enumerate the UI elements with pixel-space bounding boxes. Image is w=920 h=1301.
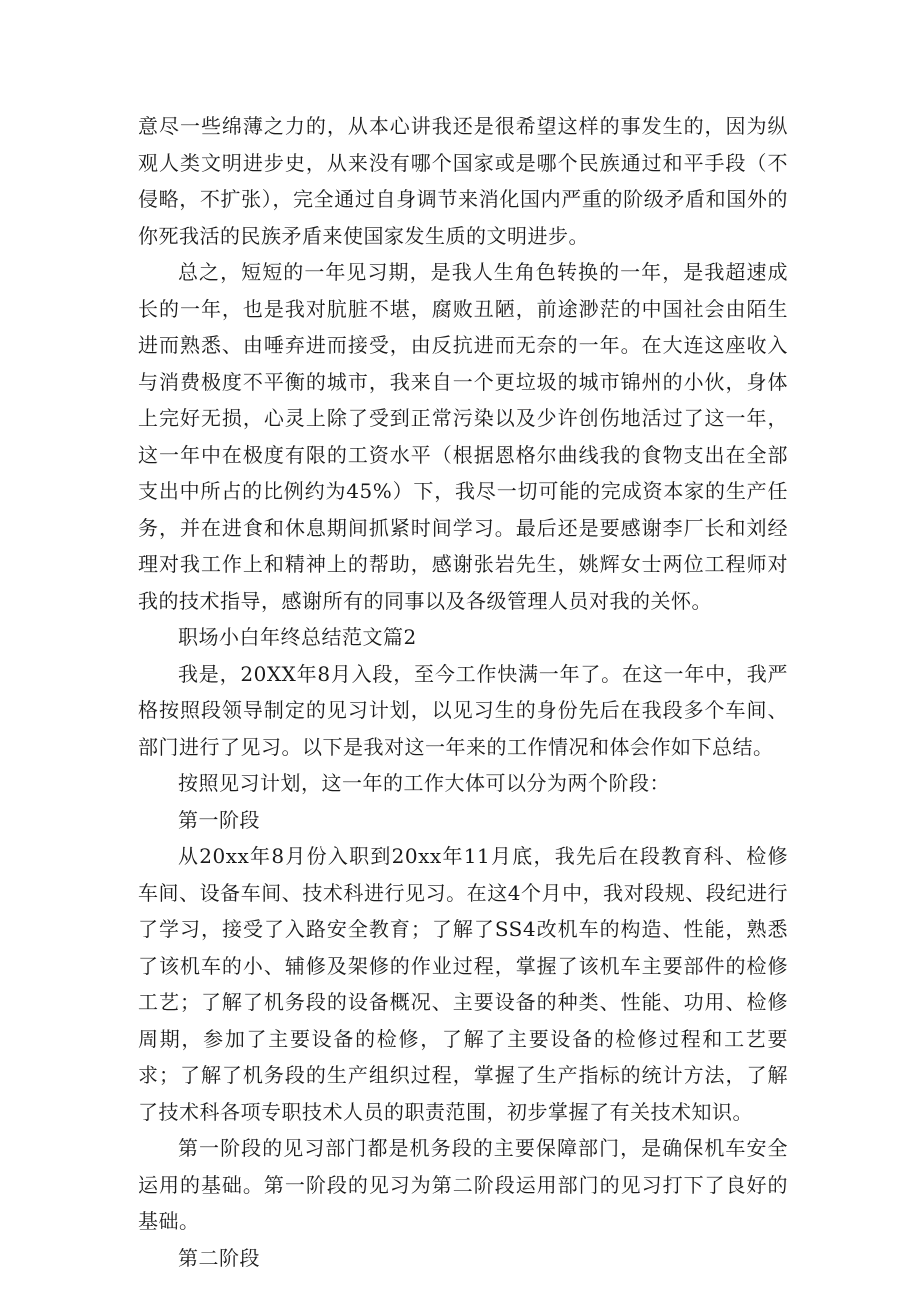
section-title: 职场小白年终总结范文篇2: [178, 625, 417, 649]
heading-stage-one: 第一阶段: [178, 807, 260, 832]
paragraph-intro: 我是，20XX年8月入段，至今工作快满一年了。在这一年中，我严格按照段领导制定的见习计划，以见习生的身份先后在我段多个车间、部门进行了见习。以下是我对这一年来的工作情况和体会作如下总结。: [138, 661, 788, 759]
paragraph-stage-one-summary: 第一阶段的见习部门都是机务段的主要保障部门，是确保机车安全运用的基础。第一阶段的见习为第二阶段运用部门的见习打下了良好的基础。: [138, 1136, 788, 1233]
document-body: [138, 108, 788, 1276]
heading-stage-two: 第二阶段: [178, 1245, 260, 1270]
paragraph-plan: 按照见习计划，这一年的工作大体可以分为两个阶段：: [178, 771, 670, 795]
paragraph-summary: 总之，短短的一年见习期，是我人生角色转换的一年，是我超速成长的一年，也是我对肮脏不堪，腐败丑陋，前途渺茫的中国社会由陌生进而熟悉、由唾弃进而接受，由反抗进而无奈的一年。在大连这座收入与消费极度不平衡的城市，我来自一个更垃圾的城市锦州的小伙，身体上完好无损，心灵上除了受到正常污染以及少许创伤地活过了这一年，这一年中在极度有限的工资水平（根据恩格尔曲线我的食物支出在全部支出中所占的比例约为45%）下，我尽一切可能的完成资本家的生产任务，并在进食和休息期间抓紧时间学习。最后还是要感谢李厂长和刘经理对我工作上和精神上的帮助，感谢张岩先生，姚辉女士两位工程师对我的技术指导，感谢所有的同事以及各级管理人员对我的关怀。: [138, 260, 788, 613]
paragraph-stage-one: 从20xx年8月份入职到20xx年11月底，我先后在段教育科、检修车间、设备车间、技术科进行见习。在这4个月中，我对段规、段纪进行了学习，接受了入路安全教育；了解了SS4改机车的构造、性能，熟悉了该机车的小、辅修及架修的作业过程，掌握了该机车主要部件的检修工艺；了解了机务段的设备概况、主要设备的种类、性能、功用、检修周期，参加了主要设备的检修，了解了主要设备的检修过程和工艺要求；了解了机务段的生产组织过程，掌握了生产指标的统计方法，了解了技术科各项专职技术人员的职责范围，初步掌握了有关技术知识。: [138, 844, 788, 1124]
paragraph-continuation: 意尽一些绵薄之力的，从本心讲我还是很希望这样的事发生的，因为纵观人类文明进步史，从来没有哪个国家或是哪个民族通过和平手段（不侵略，不扩张），完全通过自身调节来消化国内严重的阶级矛盾和国外的你死我活的民族矛盾来使国家发生质的文明进步。: [138, 114, 788, 248]
